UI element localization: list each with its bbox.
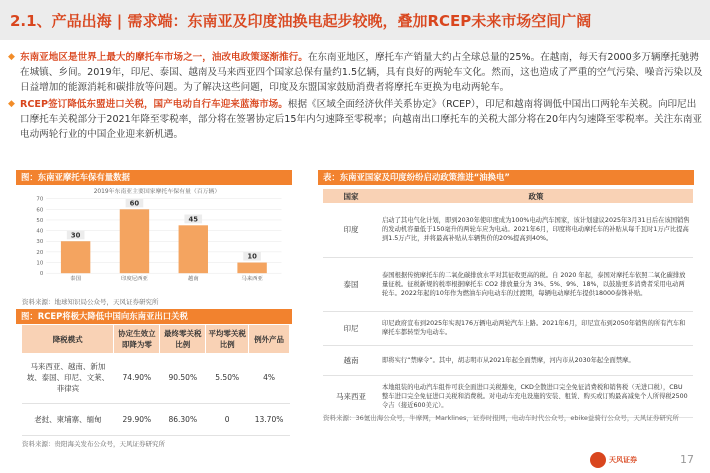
table-cell: 4% [249, 353, 290, 403]
page-number: 17 [680, 453, 694, 466]
table-cell: 马来西亚 [323, 375, 379, 417]
bullet-highlight: RCEP签订降低东盟进口关税，国产电动自行车迎来蓝海市场。 [20, 99, 288, 110]
bar-chart-svg [22, 183, 292, 283]
bullet-diamond-icon: ◆ [8, 52, 15, 62]
table-cell: 印度 [323, 203, 379, 257]
page-title: 2.1、产品出海 | 需求端：东南亚及印度油换电起步较晚，叠加RCEP未来市场空间广阔 [10, 12, 592, 30]
column-header: 国家 [323, 189, 379, 203]
column-header: 例外产品 [249, 325, 290, 353]
bullet-diamond-icon: ◆ [8, 99, 15, 109]
bullet-list [8, 50, 704, 144]
logo-icon [590, 452, 606, 468]
bar [179, 225, 208, 273]
table-row [323, 203, 693, 257]
table-row [323, 345, 693, 375]
bar [120, 209, 149, 273]
column-header: 降税模式 [22, 325, 114, 353]
bar [61, 241, 90, 273]
table-cell: 印尼政府宣布到2025年实现176万辆电动两轮汽车上路。2021年6月，印尼宣布到2050年销售的所有汽车和摩托车都转型为电动车。 [379, 311, 693, 345]
column-header: 协定生效立即降为零 [114, 325, 160, 353]
bullet-text: 根据《区域全面经济伙伴关系协定》（RCEP），印尼和越南将调低中国出口两轮车关税。向印尼出口摩托车关税部分于2021年降至零税率，部分将在签署协定后15年内匀速降至零税率；向越南出口摩托车的关税大部分将在20年内匀速降至零税率。关注东南亚电动两轮行业的中国企业迎来新机遇。 [20, 99, 703, 140]
logo-text: 天风证券 [609, 456, 637, 464]
column-header: 平均零关税比例 [206, 325, 249, 353]
bar [237, 263, 266, 274]
table-cell: 泰国 [323, 257, 379, 311]
table-cell: 13.70% [249, 403, 290, 435]
table-cell: 本地组装的电动汽车组件可获全面进口关税豁免，CKD全散进口完全免征消费税和销售税（无进口税），CBU 整车进口完全免征进口关税和消费税。对电动车充电设施的安装、租赁、购买或订购最高减免个人所得税2500令吉（接近600美元）。 [379, 375, 693, 417]
table-cell: 泰国根据传统摩托车的二氧化碳排放水平对其征收更高的税。自 2020 年起，泰国对摩托车依照二氧化碳排放量征税。征税新规的税率根据摩托车 CO2 排放量分为 3%、5%、9%、18%，以鼓励更多消费者采用电动两轮车。2022年起的10年作为燃油车向电动车的过渡期，每辆电动摩托车提供18000泰铢补贴。 [379, 257, 693, 311]
table-row [323, 375, 693, 417]
tariff-table [22, 325, 290, 436]
policy-source: 资料来源：36氪出海公众号，牛摩网，Marklines，证券时报网，电动车时代公众号，ebike益骑行公众号，天风证券研究所 [323, 414, 679, 422]
chart-title: 2019年东南亚主要国家摩托车保有量（百万辆） [93, 188, 221, 195]
table-row [323, 311, 693, 345]
y-tick-label: 10 [36, 260, 44, 267]
data-label: 60 [129, 199, 140, 208]
tariff-source: 资料来源：贵阳海关发布公众号，天风证券研究所 [22, 440, 165, 448]
data-label: 10 [247, 252, 257, 261]
y-tick-label: 60 [36, 207, 44, 214]
y-tick-label: 70 [36, 196, 44, 203]
data-label: 45 [188, 215, 199, 224]
chart-source: 资料来源：地球知识局公众号，天风证券研究所 [22, 298, 159, 306]
x-tick-label: 印度尼西亚 [121, 276, 148, 283]
company-logo [590, 452, 650, 468]
table-cell: 启动了其电气化计划，即到2030年使印度成为100%电动汽车国家，该计划建议2025年3月31日后在该国销售的发动机容量低于150毫升的两轮车应为电动。2021年6月，印度将电动摩托车的补贴从每千瓦时1万卢比提高到1.5万卢比，并将最高补贴从车辆售价的20%提高到40%。 [379, 203, 693, 257]
table-cell: 印尼 [323, 311, 379, 345]
y-tick-label: 30 [36, 239, 44, 246]
x-tick-label: 泰国 [70, 276, 82, 283]
table-row [22, 353, 290, 403]
table-cell: 马来西亚、越南、新加坡、泰国、印尼、文莱、菲律宾 [22, 353, 114, 403]
y-tick-label: 0 [39, 271, 44, 278]
table-row [22, 403, 290, 435]
table-cell: 90.50% [160, 353, 206, 403]
data-label: 30 [70, 231, 81, 240]
column-header: 政策 [379, 189, 693, 203]
table-cell: 29.90% [114, 403, 160, 435]
bullet-item-1 [8, 50, 704, 95]
table-cell: 0 [206, 403, 249, 435]
policy-table-header: 表：东南亚国家及印度纷纷启动政策推进“油换电” [318, 170, 694, 185]
table-header-row [22, 325, 290, 353]
table-cell: 越南 [323, 345, 379, 375]
tariff-table-header: 图：RCEP将极大降低中国向东南亚出口关税 [16, 309, 292, 324]
policy-table [323, 189, 693, 418]
bar-chart [22, 183, 292, 283]
table-cell: 74.90% [114, 353, 160, 403]
table-cell: 5.50% [206, 353, 249, 403]
table-cell: 老挝、柬埔寨、缅甸 [22, 403, 114, 435]
y-tick-label: 20 [36, 249, 44, 256]
table-header-row [323, 189, 693, 203]
x-tick-label: 马来西亚 [241, 276, 263, 283]
chart-section-header: 图：东南亚摩托车保有量数据 [16, 170, 292, 185]
x-tick-label: 越南 [187, 276, 199, 283]
title-bar [0, 0, 710, 40]
y-tick-label: 50 [36, 217, 44, 224]
bullet-text: 在东南亚地区，摩托车产销量大约占全球总量的25%。在越南，每天有2000多万辆摩托驰骋在城镇、乡间。2019年，印尼、泰国、越南及马来西亚四个国家总保有量约1.5亿辆，具有良好的两轮车文化。然而，这也造成了严重的空气污染、噪音污染以及日益增加的能源消耗和碳排放等问题。为了解决这些问题，印度及东盟国家鼓励消费者将摩托车更换为电动两轮车。 [20, 52, 703, 93]
table-cell: 即将实行“禁摩令”。其中，胡志明市从2021年起全面禁摩，河内市从2030年起全面禁摩。 [379, 345, 693, 375]
bullet-item-2 [8, 97, 704, 142]
table-row [323, 257, 693, 311]
column-header: 最终零关税比例 [160, 325, 206, 353]
bullet-highlight: 东南亚地区是世界上最大的摩托车市场之一，油改电政策逐渐推行。 [20, 52, 308, 63]
table-cell: 86.30% [160, 403, 206, 435]
y-tick-label: 40 [36, 228, 44, 235]
